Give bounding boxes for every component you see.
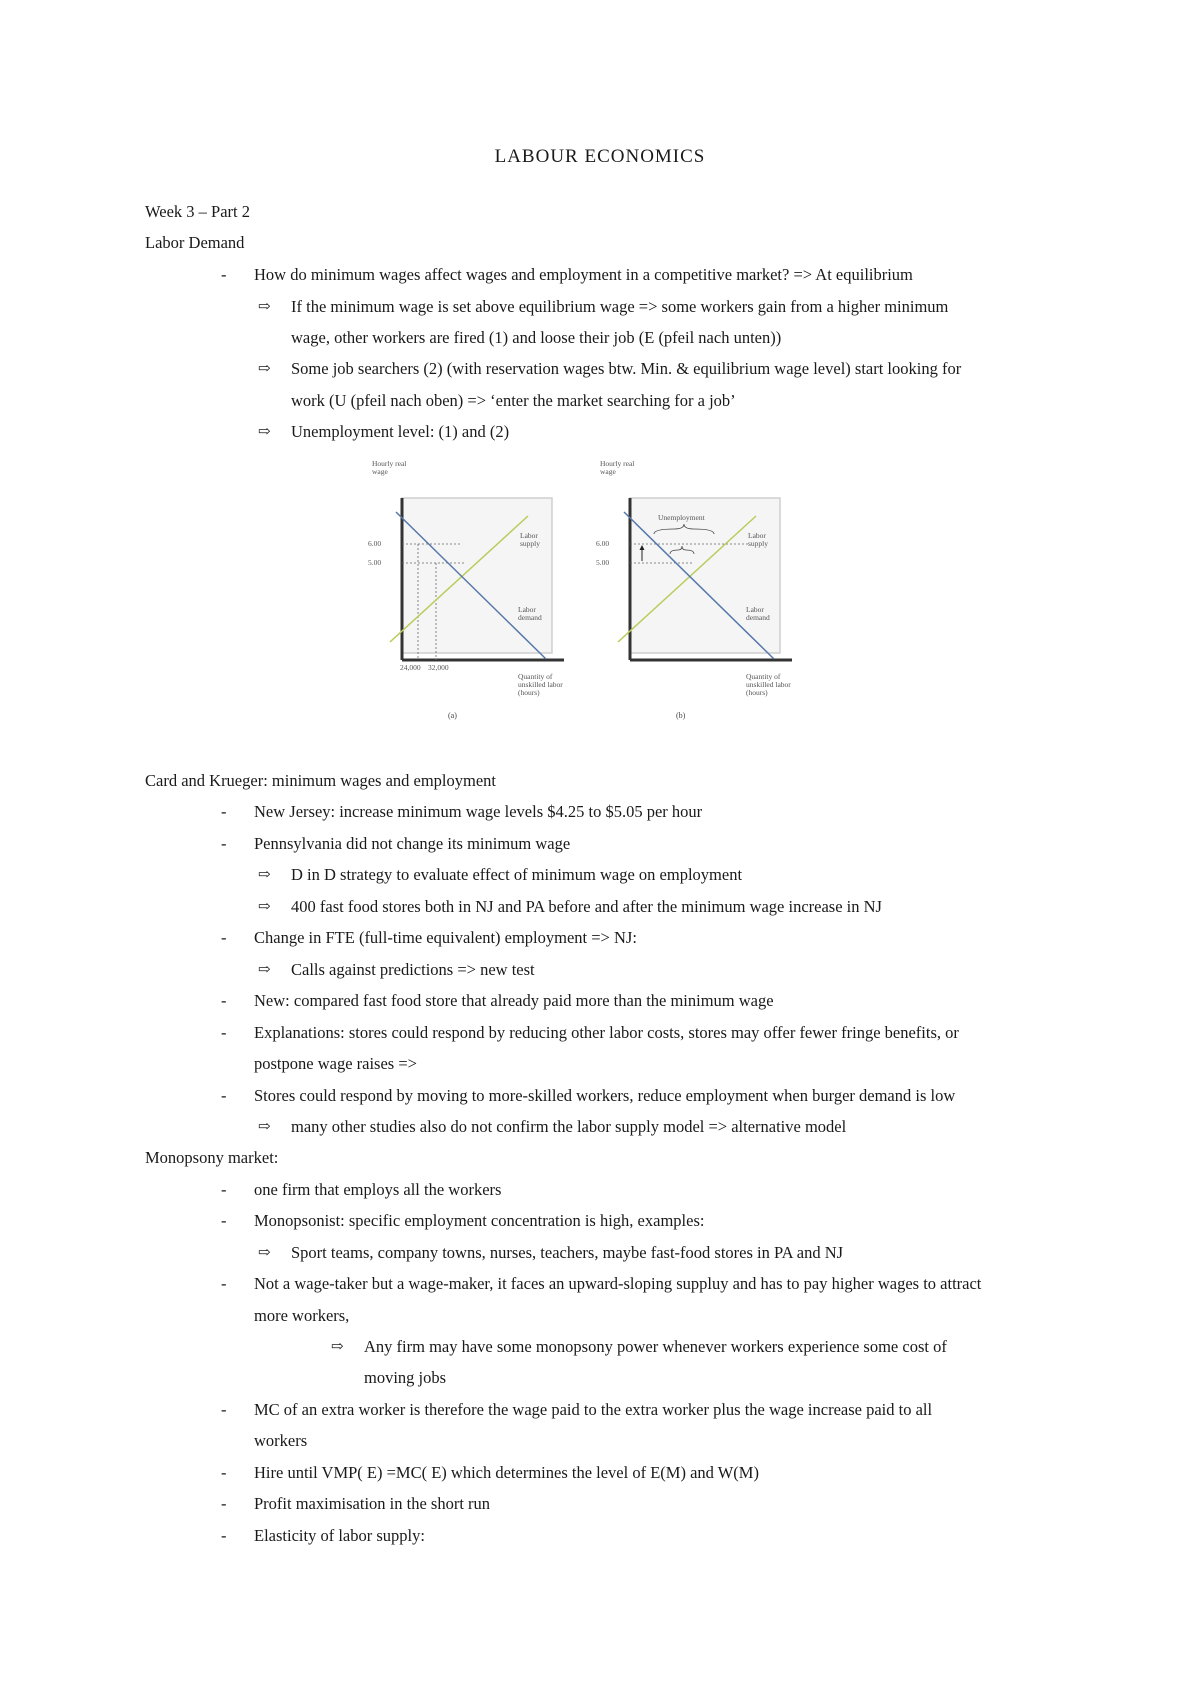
list-item: Pennsylvania did not change its minimum wage — [254, 834, 571, 853]
list-item: MC of an extra worker is therefore the wage paid to the extra worker plus the wage increase paid to all — [254, 1400, 933, 1419]
y-axis-label: Hourly real wage — [600, 459, 635, 476]
list-item: Elasticity of labor supply: — [254, 1526, 425, 1545]
list-item-continuation: wage, other workers are fired (1) and loose their job (E (pfeil nach unten)) — [291, 328, 782, 347]
chart-panel-b — [596, 459, 792, 720]
list-item: Any firm may have some monopsony power whenever workers experience some cost of — [364, 1337, 947, 1356]
dash-bullet: - — [221, 1086, 227, 1105]
list-item: If the minimum wage is set above equilibrium wage => some workers gain from a higher minimum — [291, 297, 949, 316]
arrow-right-icon: ⇨ — [258, 1245, 271, 1261]
chart-svg — [370, 458, 840, 733]
arrow-right-icon: ⇨ — [258, 424, 271, 440]
dash-bullet: - — [221, 1211, 227, 1230]
arrow-right-icon: ⇨ — [258, 899, 271, 915]
y-tick-label: 6.00 — [596, 539, 610, 548]
legend-labor-supply: Labor supply — [748, 531, 769, 548]
dash-bullet: - — [221, 1400, 227, 1419]
list-item-continuation: postpone wage raises => — [254, 1054, 417, 1073]
list-item: many other studies also do not confirm the labor supply model => alternative model — [291, 1117, 847, 1136]
x-axis-label: Quantity of unskilled labor (hours) — [746, 672, 791, 697]
list-item: How do minimum wages affect wages and employment in a competitive market? => At equilibrium — [254, 265, 913, 284]
list-item: New: compared fast food store that already paid more than the minimum wage — [254, 991, 774, 1010]
chart-panel-a — [368, 459, 564, 720]
dash-bullet: - — [221, 1494, 227, 1513]
list-item: Monopsonist: specific employment concentration is high, examples: — [254, 1211, 705, 1230]
legend-labor-demand: Labor demand — [518, 605, 542, 622]
legend-labor-supply: Labor supply — [520, 531, 541, 548]
y-tick-label: 5.00 — [596, 558, 610, 567]
list-item: one firm that employs all the workers — [254, 1180, 502, 1199]
legend-labor-demand: Labor demand — [746, 605, 770, 622]
arrow-right-icon: ⇨ — [331, 1339, 344, 1355]
dash-bullet: - — [221, 1023, 227, 1042]
plot-area — [402, 498, 552, 653]
list-item-continuation: workers — [254, 1431, 308, 1450]
plot-area — [630, 498, 780, 653]
list-item: Explanations: stores could respond by reducing other labor costs, stores may offer fewer fringe benefits, or — [254, 1023, 959, 1042]
dash-bullet: - — [221, 1463, 227, 1482]
arrow-right-icon: ⇨ — [258, 361, 271, 377]
panel-label: (b) — [676, 711, 686, 720]
dash-bullet: - — [221, 1526, 227, 1545]
y-axis-label: Hourly real wage — [372, 459, 407, 476]
arrow-right-icon: ⇨ — [258, 867, 271, 883]
list-item: Some job searchers (2) (with reservation wages btw. Min. & equilibrium wage level) start looking for — [291, 359, 962, 378]
x-tick-label: 24,000 — [400, 663, 421, 672]
section-heading-card-krueger: Card and Krueger: minimum wages and employment — [145, 771, 496, 790]
list-item-continuation: more workers, — [254, 1306, 350, 1325]
list-item: Profit maximisation in the short run — [254, 1494, 491, 1513]
week-label: Week 3 – Part 2 — [145, 202, 250, 221]
list-item: Hire until VMP( E) =MC( E) which determines the level of E(M) and W(M) — [254, 1463, 759, 1482]
y-tick-label: 5.00 — [368, 558, 382, 567]
unemployment-annotation: Unemployment — [658, 513, 705, 522]
dash-bullet: - — [221, 1274, 227, 1293]
list-item: Unemployment level: (1) and (2) — [291, 422, 510, 441]
arrow-right-icon: ⇨ — [258, 962, 271, 978]
document-title: LABOUR ECONOMICS — [494, 146, 706, 167]
section-heading-monopsony: Monopsony market: — [145, 1148, 279, 1167]
list-item: 400 fast food stores both in NJ and PA before and after the minimum wage increase in NJ — [291, 897, 882, 916]
list-item: Not a wage-taker but a wage-maker, it faces an upward-sloping suppluy and has to pay higher wages to attract — [254, 1274, 982, 1293]
list-item: D in D strategy to evaluate effect of minimum wage on employment — [291, 865, 743, 884]
list-item: Calls against predictions => new test — [291, 960, 535, 979]
list-item-continuation: work (U (pfeil nach oben) => ‘enter the market searching for a job’ — [291, 391, 736, 410]
dash-bullet: - — [221, 991, 227, 1010]
list-item: Sport teams, company towns, nurses, teachers, maybe fast-food stores in PA and NJ — [291, 1243, 844, 1262]
y-tick-label: 6.00 — [368, 539, 382, 548]
dash-bullet: - — [221, 928, 227, 947]
panel-label: (a) — [448, 711, 457, 720]
dash-bullet: - — [221, 1180, 227, 1199]
list-item: Stores could respond by moving to more-skilled workers, reduce employment when burger demand is low — [254, 1086, 956, 1105]
minimum-wage-figure — [370, 458, 840, 733]
dash-bullet: - — [221, 265, 227, 284]
dash-bullet: - — [221, 834, 227, 853]
section-heading-labor-demand: Labor Demand — [145, 233, 245, 252]
x-tick-label: 32,000 — [428, 663, 449, 672]
arrow-right-icon: ⇨ — [258, 1119, 271, 1135]
list-item: Change in FTE (full-time equivalent) employment => NJ: — [254, 928, 637, 947]
x-axis-label: Quantity of unskilled labor (hours) — [518, 672, 563, 697]
dash-bullet: - — [221, 802, 227, 821]
list-item-continuation: moving jobs — [364, 1368, 447, 1387]
list-item: New Jersey: increase minimum wage levels $4.25 to $5.05 per hour — [254, 802, 703, 821]
arrow-right-icon: ⇨ — [258, 299, 271, 315]
